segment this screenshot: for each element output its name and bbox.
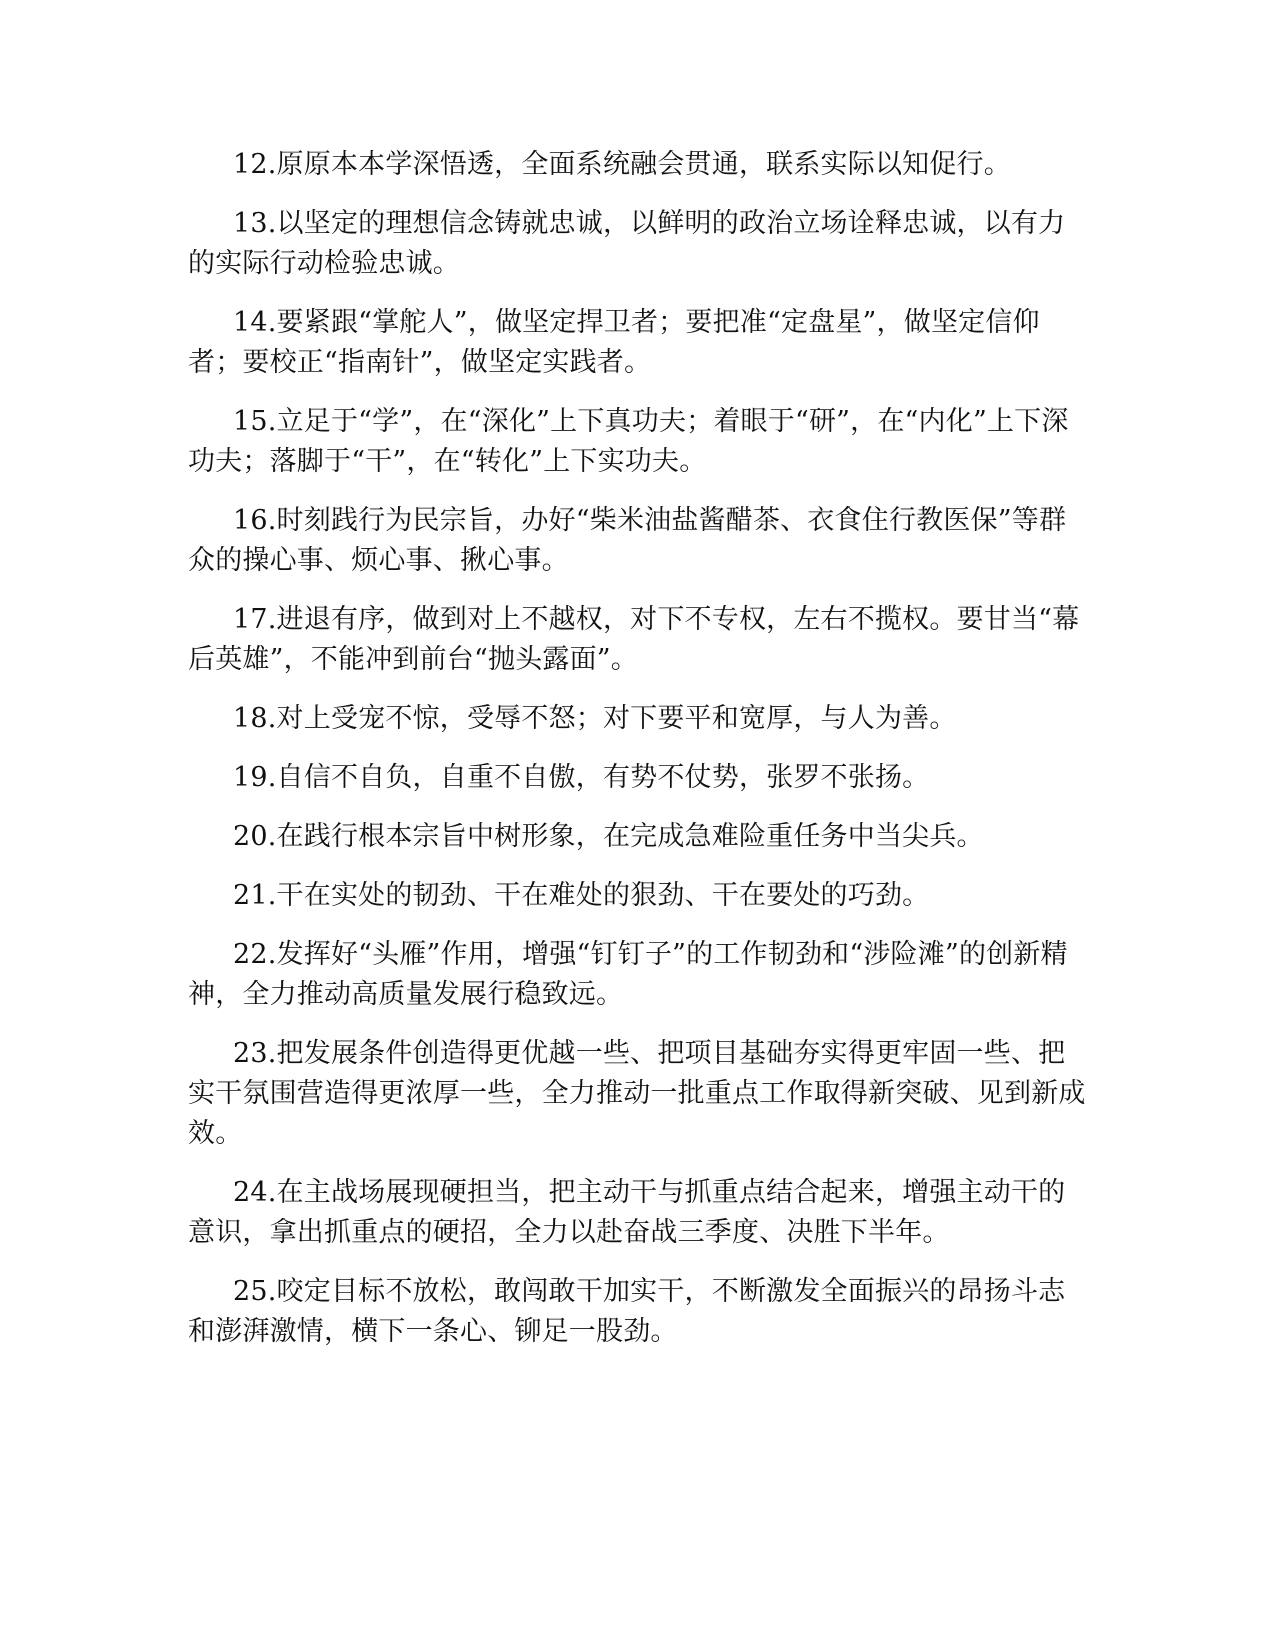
paragraph-25: 25.咬定目标不放松，敢闯敢干加实干，不断激发全面振兴的昂扬斗志和澎湃激情，横下一条心、铆足一股劲。 xyxy=(188,1276,1066,1347)
paragraph-23: 23.把发展条件创造得更优越一些、把项目基础夯实得更牢固一些、把实干氛围营造得更浓厚一些，全力推动一批重点工作取得新突破、见到新成效。 xyxy=(188,1038,1086,1149)
paragraph-18: 18.对上受宠不惊，受辱不怒；对下要平和宽厚，与人为善。 xyxy=(233,703,957,734)
paragraph-13: 13.以坚定的理想信念铸就忠诚，以鲜明的政治立场诠释忠诚，以有力的实际行动检验忠诚。 xyxy=(188,208,1066,279)
paragraph-20: 20.在践行根本宗旨中树形象，在完成急难险重任务中当尖兵。 xyxy=(233,821,984,852)
document-body xyxy=(188,145,1088,1371)
paragraph-16: 16.时刻践行为民宗旨，办好“柴米油盐酱醋茶、衣食住行教医保”等群众的操心事、烦心事、揪心事。 xyxy=(188,505,1067,576)
paragraph-24: 24.在主战场展现硬担当，把主动干与抓重点结合起来，增强主动干的意识，拿出抓重点的硬招，全力以赴奋战三季度、决胜下半年。 xyxy=(188,1177,1066,1248)
paragraph-19: 19.自信不自负，自重不自傲，有势不仗势，张罗不张扬。 xyxy=(233,762,930,793)
paragraph-17: 17.进退有序，做到对上不越权，对下不专权，左右不揽权。要甘当“幕后英雄”，不能冲到前台“抛头露面”。 xyxy=(188,604,1080,675)
paragraph-21: 21.干在实处的韧劲、干在难处的狠劲、干在要处的巧劲。 xyxy=(233,880,930,911)
paragraph-22: 22.发挥好“头雁”作用，增强“钉钉子”的工作韧劲和“涉险滩”的创新精神，全力推动高质量发展行稳致远。 xyxy=(188,939,1068,1010)
paragraph-12: 12.原原本本学深悟透，全面系统融会贯通，联系实际以知促行。 xyxy=(233,149,1011,180)
paragraph-14: 14.要紧跟“掌舵人”，做坚定捍卫者；要把准“定盘星”，做坚定信仰者；要校正“指南针”，做坚定实践者。 xyxy=(188,307,1040,378)
paragraph-15: 15.立足于“学”，在“深化”上下真功夫；着眼于“研”，在“内化”上下深功夫；落脚于“干”，在“转化”上下实功夫。 xyxy=(188,406,1069,477)
